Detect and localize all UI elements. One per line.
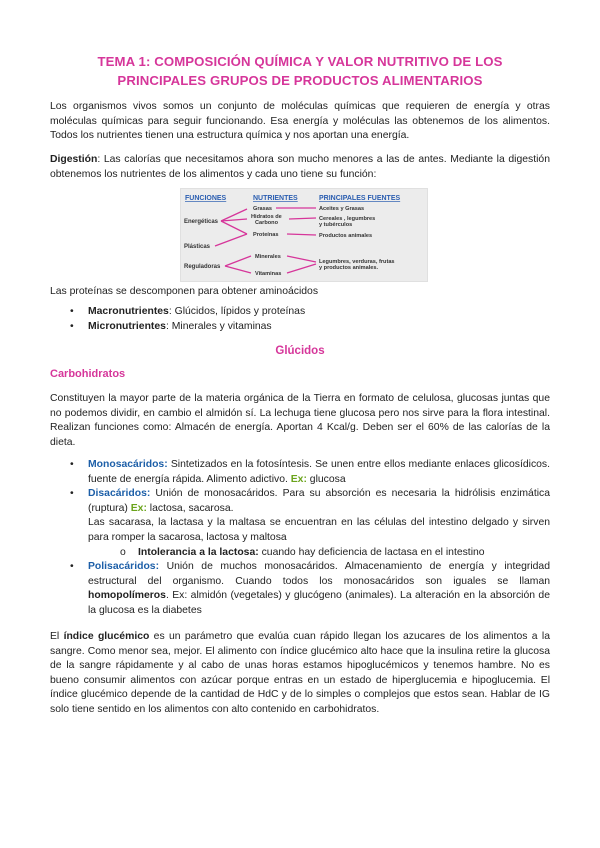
proteins-line: Las proteínas se descomponen para obtener aminoácidos: [50, 286, 319, 297]
diagram-source-legumbres: Legumbres, verduras, frutas: [319, 259, 395, 265]
diagram-header-sources: PRINCIPALES FUENTES: [319, 195, 401, 202]
nutrients-diagram-svg: [181, 189, 427, 281]
indice-glucemico-paragraph: [50, 630, 550, 718]
diagram-function-reguladoras: Reguladoras: [184, 264, 221, 270]
disacaridos-text: Unión de monosacáridos. Para su absorción es necesaria la hidrólisis enzimática (ruptura): [88, 488, 550, 514]
macronutrientes-label: Macronutrientes: [88, 306, 169, 317]
carbohydrate-bullet-list: [70, 458, 550, 619]
ig-label: índice glucémico: [63, 631, 150, 642]
diagram-source-tuberculos: y tubérculos: [319, 222, 353, 228]
diagram-nutrient-proteinas: Proteínas: [253, 232, 279, 238]
diagram-source-productos-animales-2: y productos animales.: [319, 265, 379, 271]
connector-energeticas-proteinas: [221, 221, 247, 234]
polisacaridos-text-2: . Ex: almidón (vegetales) y glucógeno (animales). La alteración en la absorción de la glucosa es la diabetes: [88, 590, 550, 616]
digestion-label: Digestión: [50, 154, 98, 165]
intolerancia-label: Intolerancia a la lactosa:: [138, 546, 259, 558]
monosacaridos-label: Monosacáridos:: [88, 459, 168, 470]
intolerancia-text: cuando hay deficiencia de lactasa en el intestino: [258, 546, 485, 558]
diagram-source-aceites: Aceites y Grasas: [319, 206, 365, 212]
disacaridos-ex-label: Ex:: [130, 502, 147, 514]
list-item: [70, 560, 550, 618]
sub-bullet-glyph: o: [120, 546, 126, 558]
micronutrientes-label: Micronutrientes: [88, 320, 166, 332]
micronutrientes-text: : Minerales y vitaminas: [165, 320, 272, 332]
intolerancia-sub-item: [88, 546, 550, 561]
connector-reguladoras-vitaminas: [225, 266, 251, 273]
diagram-function-energeticas: Energéticas: [184, 219, 219, 225]
connector-hidratos-cereales: [289, 218, 316, 219]
bullet-glyph: •: [70, 320, 74, 332]
nutrients-diagram: [180, 188, 428, 282]
bullet-glyph: •: [70, 561, 74, 573]
diagram-header-nutrients: NUTRIENTES: [253, 195, 298, 202]
homopolimeros-term: homopolímeros: [88, 590, 166, 602]
polisacaridos-label: Polisacáridos:: [88, 561, 160, 573]
macronutrientes-text: : Glúcidos, lípidos y proteínas: [168, 306, 306, 317]
bullet-glyph: •: [70, 306, 74, 317]
ig-text: es un parámetro que evalúa cuan rápido llegan los azucares de los alimentos a la sangre. Como menor sea, mejor. El alimento con índice glucémico alto hace que la insulina retire la glucosa de la sangre rápidamente y al cabo de unas horas estamos hipoglucémicos y tenemos hambre. No es bueno consumir alimentos con azúcar porque entras en un estado de hiperglucemia e hipoglucemia. El índice glucémico depende de la cantidad de HdC y de lo simples o complejos que estos sean. Hablar de IG solo tiene sentido en los alimentos con alto contenido en carbohidratos.: [50, 631, 550, 715]
ig-prefix: El: [50, 631, 64, 642]
diagram-header-functions: FUNCIONES: [185, 195, 227, 202]
monosacaridos-ex-label: Ex:: [290, 473, 307, 485]
monosacaridos-ex-text: glucosa: [306, 473, 346, 485]
diagram-nutrient-vitaminas: Vitaminas: [255, 271, 282, 277]
connector-proteinas-animales: [287, 234, 316, 235]
connector-plasticas-proteinas: [215, 234, 247, 246]
diagram-nutrient-minerales: Minerales: [255, 254, 281, 260]
intro-paragraph: Los organismos vivos somos un conjunto de moléculas químicas que requieren de energía y otras moléculas químicas para seguir funcionando. Esa energía y moléculas las obtenemos de los alimentos. Todos los nutrientes tienen una estructura química y nos aportan una energía.: [50, 101, 550, 142]
monosacaridos-text: Sintetizados en la fotosíntesis. Se unen entre ellos mediante enlaces glicosídicos. fuente de energía rápida. Alimento adictivo.: [88, 459, 550, 485]
bullet-glyph: •: [70, 488, 74, 500]
connector-vitaminas-legumbres: [287, 264, 316, 273]
title-line-1: TEMA 1: COMPOSICIÓN QUÍMICA Y VALOR NUTRITIVO DE LOS: [97, 54, 503, 69]
bullet-glyph: •: [70, 459, 74, 470]
connector-reguladoras-minerales: [225, 256, 251, 266]
diagram-nutrient-grasas: Grasas: [253, 206, 272, 212]
disacaridos-label: Disacáridos:: [88, 488, 151, 500]
list-item: [70, 487, 550, 560]
nutrient-bullet-list: [70, 305, 550, 334]
diagram-source-cereales: Cereales , legumbres: [319, 216, 376, 222]
polisacaridos-text-1: Unión de muchos monosacáridos. Almacenamiento de energía y integridad estructural del organismo. Cuando todos los monosacáridos son iguales se llaman: [88, 561, 550, 587]
list-item: [70, 305, 550, 320]
disacaridos-ex-text: lactosa, sacarosa.: [146, 502, 234, 514]
diagram-nutrient-hidratos: Hidratos de: [251, 214, 282, 220]
disacaridos-enzymes-text: Las sacarasa, la lactasa y la maltasa se encuentran en las células del intestino delgado y sirven para romper la sacarosa, lactosa y maltosa: [88, 517, 550, 543]
subheading-carbohidratos: Carbohidratos: [50, 368, 126, 380]
diagram-function-plasticas: Plásticas: [184, 244, 211, 250]
diagram-nutrient-carbono: Carbono: [255, 220, 278, 226]
connector-minerales-legumbres: [287, 256, 316, 262]
page-title: [40, 52, 560, 90]
list-item: [70, 458, 550, 487]
digestion-text: : Las calorías que necesitamos ahora son mucho menores a las de antes. Mediante la digestión obtenemos los nutrientes de los alimentos y cada uno tiene su función:: [50, 154, 550, 180]
digestion-paragraph: [50, 153, 550, 182]
carbohidratos-paragraph: Constituyen la mayor parte de la materia orgánica de la Tierra en formato de celulosa, glucosas juntas que no podemos dividir, en cambio el almidón sí. La lechuga tiene glucosa pero nos sirve para la flora intestinal. Realizan funciones como: Almacén de energía. Aportan 4 Kcal/g. Deben ser el 60% de las calorías de la dieta.: [50, 393, 550, 448]
title-line-2: PRINCIPALES GRUPOS DE PRODUCTOS ALIMENTARIOS: [117, 73, 483, 88]
list-item: [70, 320, 550, 335]
diagram-source-productos-animales: Productos animales: [319, 233, 373, 239]
section-heading-glucidos: Glúcidos: [275, 345, 325, 357]
